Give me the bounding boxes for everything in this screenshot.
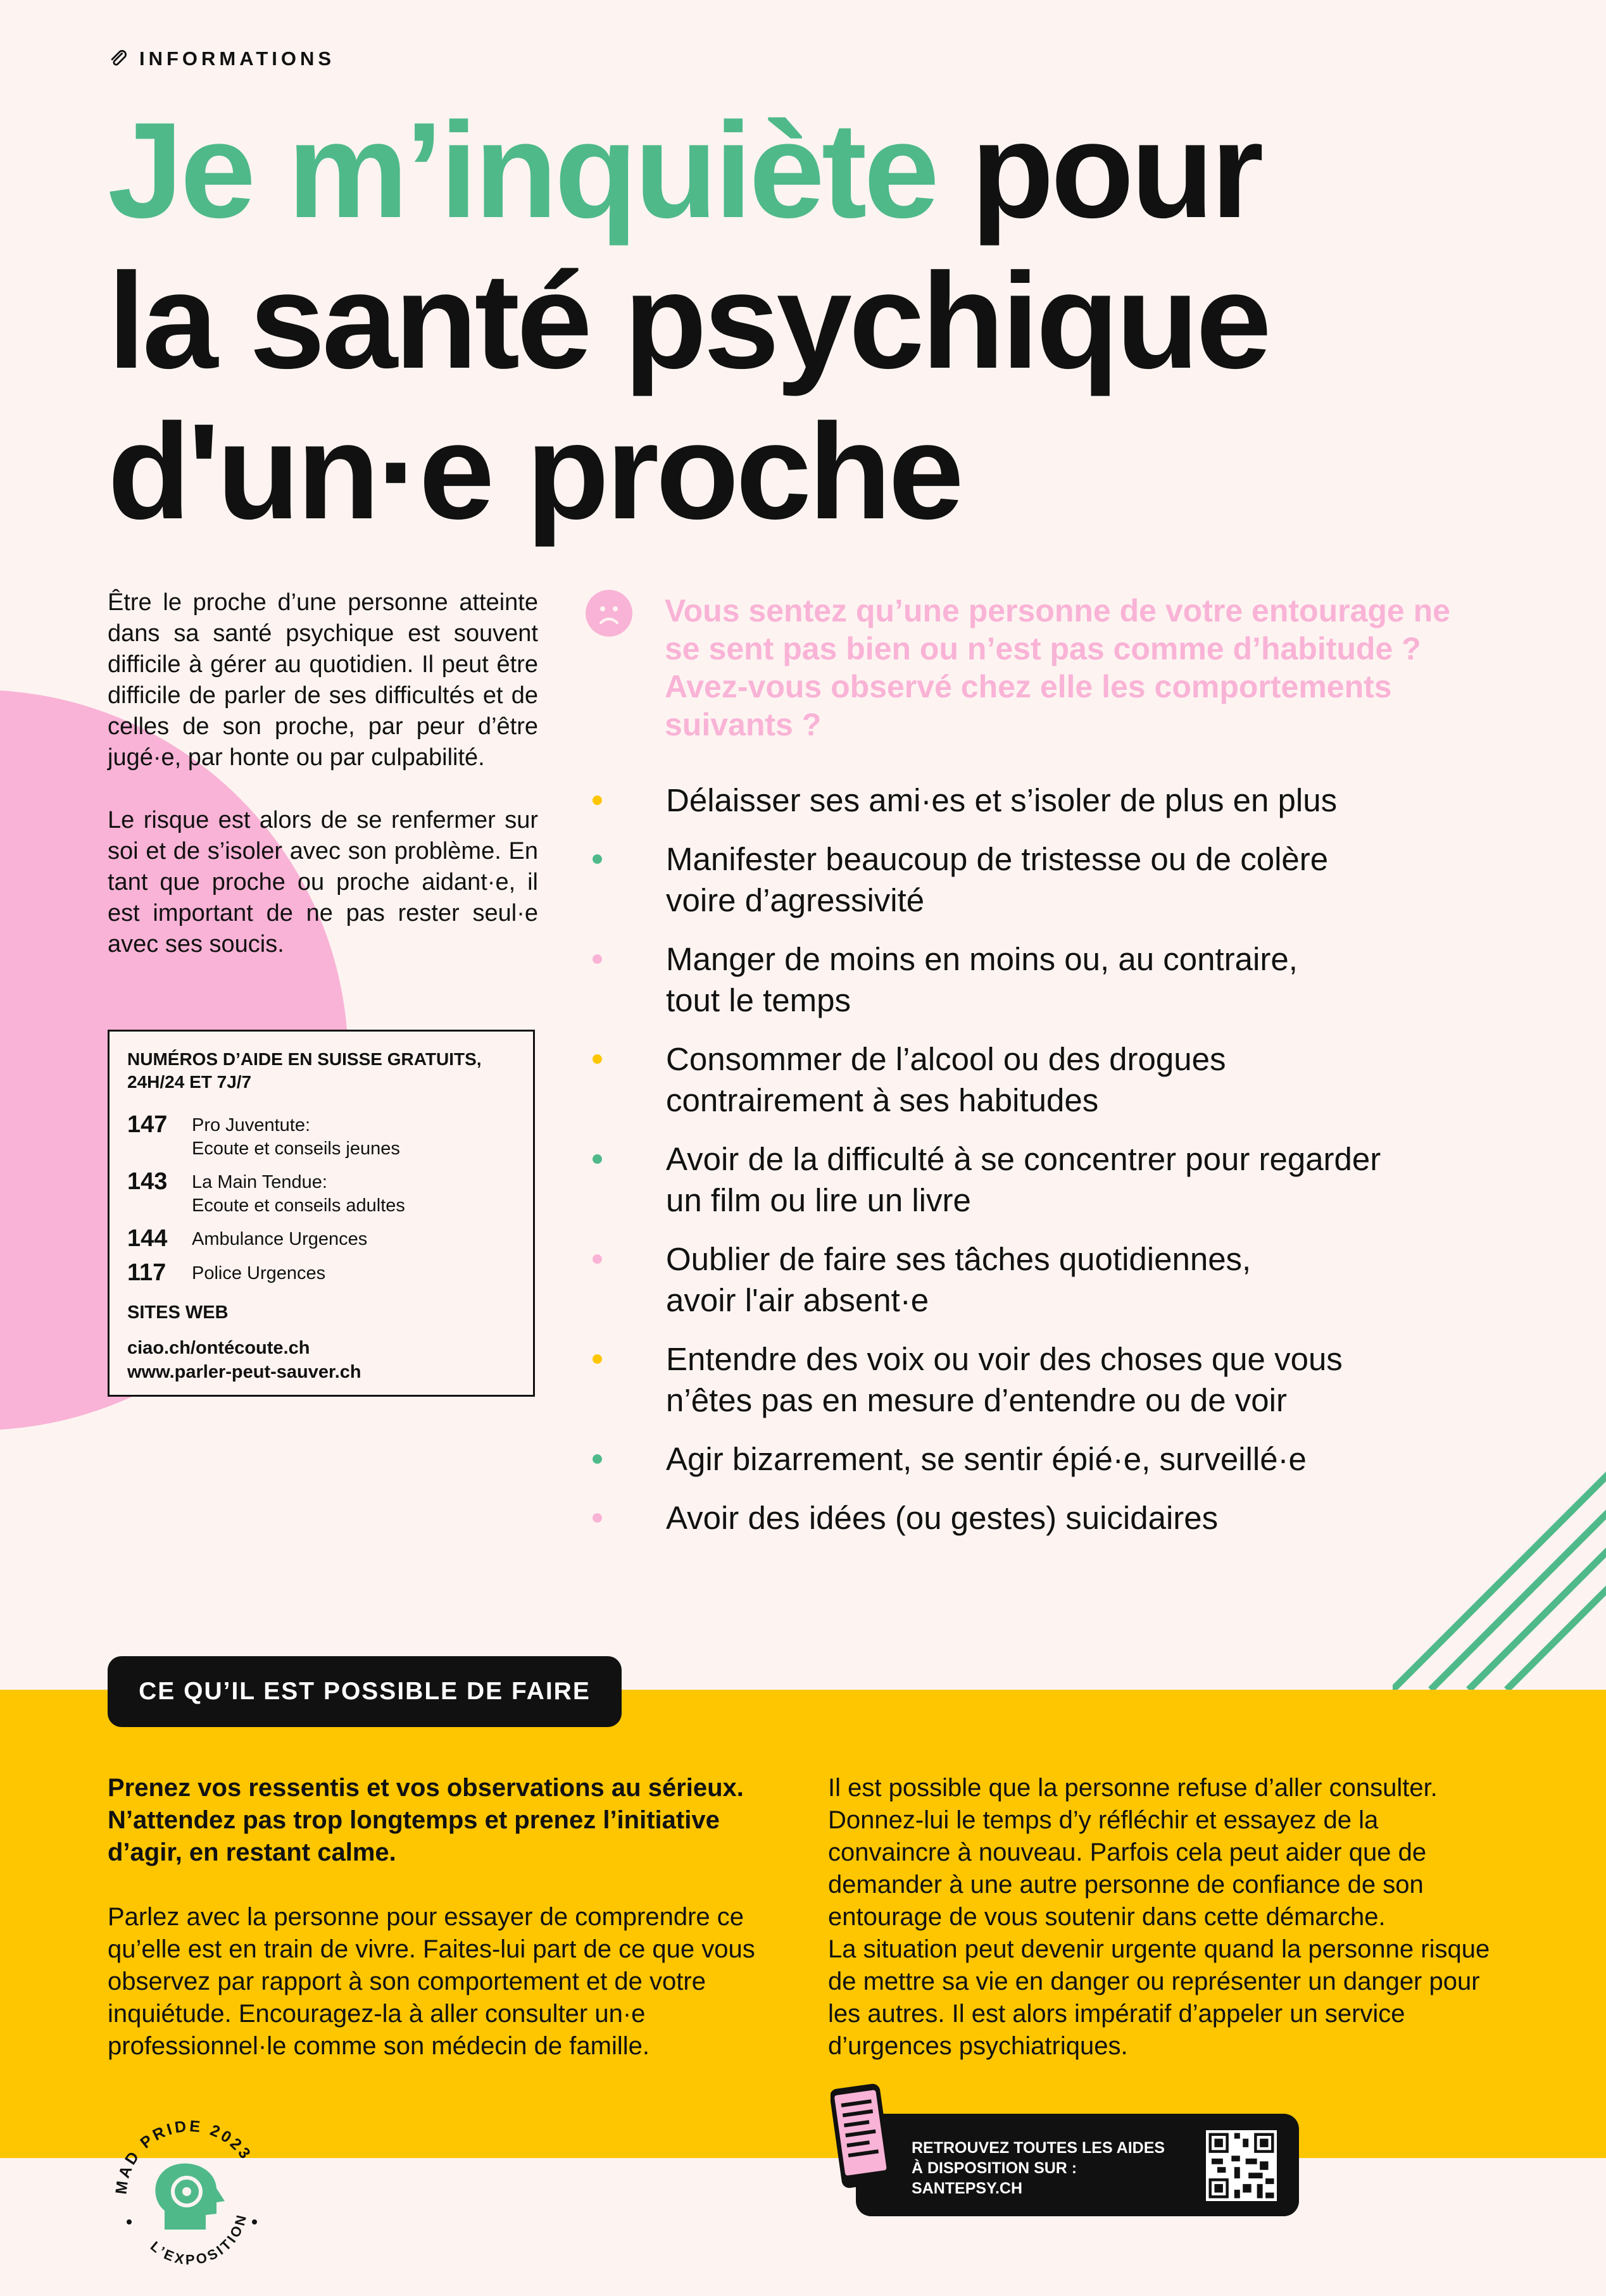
symptom-text: Avoir des idées (ou gestes) suicidaires: [666, 1500, 1219, 1536]
helpline-title: NUMÉROS D’AIDE EN SUISSE GRATUITS, 24H/24 ET 7J/7: [127, 1049, 482, 1092]
symptom-text: Manifester beaucoup de tristesse ou de colère: [666, 841, 1329, 877]
symptom-text-cont: tout le temps: [666, 982, 851, 1018]
bullet-dot: [593, 1513, 602, 1523]
bullet-dot: [593, 1354, 602, 1364]
advice-column-left: [108, 1772, 779, 2062]
list-item: [589, 939, 1494, 1021]
phone-icon: [831, 2082, 891, 2190]
helpline-number: 143: [127, 1168, 168, 1195]
callout-url[interactable]: SANTEPSY.CH: [912, 2180, 1023, 2197]
list-item: [589, 1338, 1494, 1421]
logo-bottom-text: L’EXPOSITION: [147, 2211, 250, 2268]
callout-line: RETROUVEZ TOUTES LES AIDES: [912, 2139, 1165, 2157]
symptom-text: Délaisser ses ami·es et s’isoler de plus en plus: [666, 782, 1338, 818]
list-item: [589, 1039, 1494, 1121]
symptom-text-cont: un film ou lire un livre: [666, 1182, 971, 1218]
helpline-description: [192, 1168, 405, 1218]
list-item: [589, 780, 1494, 821]
intro-paragraph-2: Le risque est alors de se renfermer sur soi et de s’isoler avec son problème. En tant que proche ou proche aidant·e, il est important de ne pas rester seul·e avec ses soucis.: [108, 807, 538, 958]
helpline-number: 117: [127, 1259, 166, 1286]
section-heading-pill: CE QU’IL EST POSSIBLE DE FAIRE: [108, 1656, 622, 1727]
symptom-text: Entendre des voix ou voir des choses que vous: [666, 1341, 1343, 1377]
helpline-row: [127, 1225, 515, 1252]
advice-paragraph: Il est possible que la personne refuse d’aller consulter. Donnez-lui le temps d’y réfléchir et essayez de la convaincre à nouveau. Parfois cela peut aider que de demander à une autre personne de confiance de son entourage de vous soutenir dans cette démarche.: [828, 1774, 1438, 1931]
helpline-description: [192, 1225, 367, 1252]
helpline-number: 147: [127, 1111, 168, 1138]
mad-pride-logo: [101, 2100, 279, 2283]
helpline-row: [127, 1111, 515, 1161]
symptom-text: Oublier de faire ses tâches quotidiennes,: [666, 1241, 1252, 1277]
helpline-detail: Ecoute et conseils adultes: [192, 1195, 405, 1216]
title-line2: la santé psychique: [108, 244, 1269, 397]
helpline-number: 144: [127, 1225, 168, 1252]
advice-column-right: [828, 1772, 1499, 2062]
symptom-list: [589, 780, 1494, 1556]
tag-label: INFORMATIONS: [139, 47, 336, 70]
helpline-name: La Main Tendue:: [192, 1172, 327, 1192]
page-title: [108, 95, 1532, 547]
helpline-row: [127, 1259, 515, 1286]
intro-text: [108, 587, 538, 992]
bullet-dot: [593, 1454, 602, 1464]
sad-face-icon: [586, 590, 632, 637]
bullet-dot: [593, 1254, 602, 1264]
qr-code-icon[interactable]: [1206, 2130, 1277, 2201]
helpline-description: [192, 1111, 400, 1161]
list-item: [589, 1497, 1494, 1538]
title-highlight: Je m’inquiète: [108, 94, 936, 246]
title-line3: d'un·e proche: [108, 395, 961, 547]
symptom-text: Avoir de la difficulté à se concentrer pour regarder: [666, 1141, 1381, 1177]
symptom-text-cont: n’êtes pas en mesure d’entendre ou de voir: [666, 1382, 1287, 1418]
list-item: [589, 1139, 1494, 1221]
bullet-dot: [593, 1054, 602, 1064]
symptom-text-cont: voire d’agressivité: [666, 882, 925, 918]
question-heading: Vous sentez qu’une personne de votre entourage ne se sent pas bien ou n’est pas comme d’habitude ? Avez-vous observé chez elle les comportements suivants ?: [665, 593, 1450, 742]
callout-line: À DISPOSITION SUR :: [912, 2159, 1077, 2177]
logo-top-text: MAD PRIDE 2023: [112, 2117, 256, 2195]
list-item: [589, 1438, 1494, 1480]
section-tag: [108, 47, 335, 70]
helpline-box: [108, 1030, 535, 1397]
title-line1-rest: pour: [970, 94, 1261, 246]
helpline-name: Pro Juventute:: [192, 1115, 310, 1135]
advice-bold-intro: Prenez vos ressentis et vos observations au sérieux. N’attendez pas trop longtemps et prenez l’initiative d’agir, en restant calme.: [108, 1774, 744, 1866]
list-item: [589, 839, 1494, 921]
symptom-text: Agir bizarrement, se sentir épié·e, surveillé·e: [666, 1441, 1307, 1477]
intro-paragraph-1: Être le proche d’une personne atteinte dans sa santé psychique est souvent difficile à gérer au quotidien. Il peut être difficile de parler de ses difficultés et de celles de son proche, par peur d’être jugé·e, par honte ou par culpabilité.: [108, 589, 538, 771]
paperclip-icon: [108, 48, 129, 70]
callout-text: [912, 2138, 1184, 2199]
advice-paragraph: Parlez avec la personne pour essayer de comprendre ce qu’elle est en train de vivre. Faites-lui part de ce que vous observez par rapport à son comportement et de votre inquiétude. Encouragez-la à aller consulter un·e professionnel·le comme son médecin de famille.: [108, 1903, 755, 2060]
symptom-text: Manger de moins en moins ou, au contraire,: [666, 941, 1298, 977]
symptom-text: Consommer de l’alcool ou des drogues: [666, 1041, 1226, 1077]
bullet-dot: [593, 1154, 602, 1164]
helpline-name: Ambulance Urgences: [192, 1229, 368, 1249]
symptom-text-cont: avoir l'air absent·e: [666, 1282, 929, 1318]
list-item: [589, 1238, 1494, 1321]
helpline-name: Police Urgences: [192, 1263, 326, 1283]
symptom-text-cont: contrairement à ses habitudes: [666, 1082, 1099, 1118]
bullet-dot: [593, 795, 602, 805]
website-link[interactable]: ciao.ch/ontécoute.ch: [127, 1338, 310, 1358]
helpline-detail: Ecoute et conseils jeunes: [192, 1139, 400, 1159]
helpline-row: [127, 1168, 515, 1218]
websites-title: SITES WEB: [127, 1302, 229, 1323]
helpline-description: [192, 1259, 325, 1286]
bullet-dot: [593, 954, 602, 964]
website-link[interactable]: www.parler-peut-sauver.ch: [127, 1362, 361, 1382]
advice-paragraph: La situation peut devenir urgente quand la personne risque de mettre sa vie en danger ou représenter un danger pour les autres. Il est alors impératif d’appeler un service d’urgences psychiatriques.: [828, 1935, 1490, 2060]
bullet-dot: [593, 854, 602, 864]
